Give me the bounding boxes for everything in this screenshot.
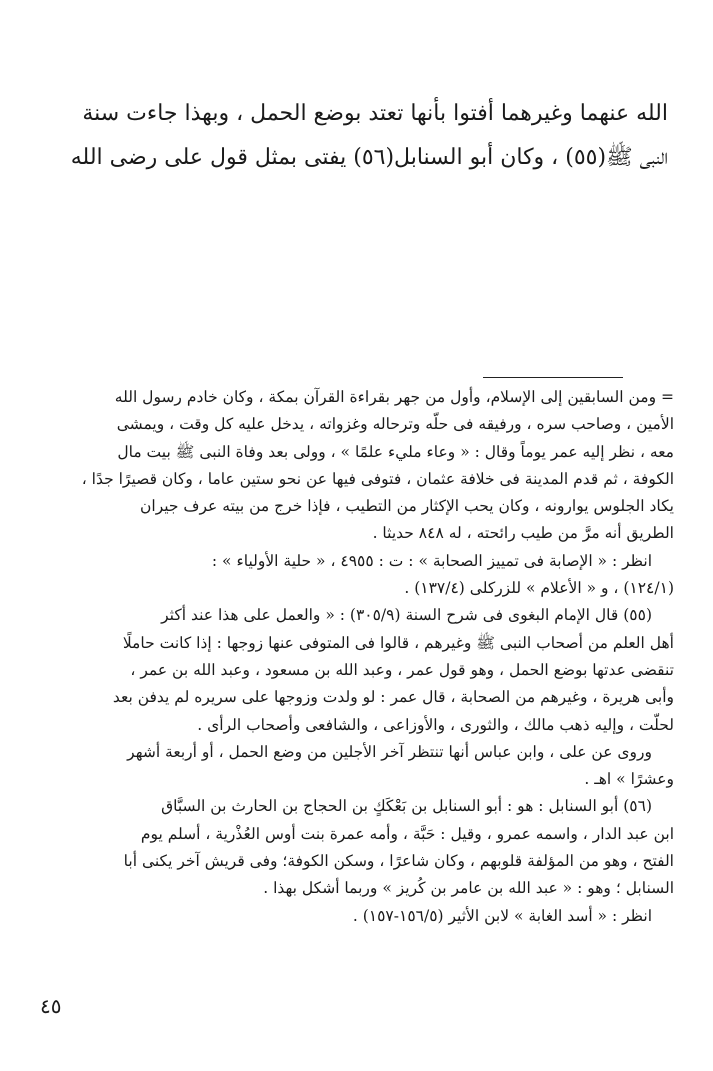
footnote-line: أهل العلم من أصحاب النبى ﷺ وغيرهم ، قالوا فى المتوفى عنها زوجها : إذا كانت حاملًا <box>122 633 674 652</box>
footnote-line: تنقضى عدتها بوضع الحمل ، وهو قول عمر ، وعبد الله بن مسعود ، وعبد الله بن عمر ، <box>130 660 674 679</box>
footnote-line: وروى عن على ، وابن عباس أنها تنتظر آخر الأجلين من وضع الحمل ، أو أربعة أشهر <box>127 742 652 761</box>
footnote-line: انظر : « الإصابة فى تمييز الصحابة » : ت : ٤٩٥٥ ، « حلية الأولياء » : <box>211 551 652 570</box>
footnote-line: وأبى هريرة ، وغيرهم من الصحابة ، قال عمر : لو ولدت وزوجها على سريره لم يدفن بعد <box>112 688 674 707</box>
footnote-line: انظر : « أسد الغابة » لابن الأثير (١٥٦/٥-١٥٧) . <box>352 906 652 925</box>
footnote-line: = ومن السابقين إلى الإسلام، وأول من جهر بقراءة القرآن بمكة ، وكان خادم رسول الله <box>114 388 674 406</box>
main-text <box>40 92 668 180</box>
footnote-line: يكاد الجلوس يوارونه ، وكان يحب الإكثار من التطيب ، فإذا خرج من بيته عرف جيران <box>140 497 674 516</box>
page-number: ٤٥ <box>40 994 62 1018</box>
main-text-line: الله عنهما وغيرهما أفتوا بأنها تعتد بوضع الحمل ، وبهذا جاءت سنة <box>82 101 668 126</box>
footnote-line: ابن عبد الدار ، واسمه عمرو ، وقيل : حَبَّة ، وأمه عمرة بنت أوس العُذْرية ، أسلم يوم <box>140 824 674 843</box>
footnote-line: وعشرًا » اهـ . <box>584 770 674 789</box>
footnote-line: الطريق أنه مرَّ من طيب رائحته ، له ٨٤٨ حديثا . <box>372 524 674 543</box>
footnotes <box>38 384 674 930</box>
footnote-line: الأمين ، وصاحب سره ، ورفيقه فى حلّه وترحاله وغزواته ، يدخل عليه كل وقت ، ويمشى <box>116 415 674 434</box>
footnote-line: معه ، نظر إليه عمر يوماً وقال : « وعاء مليء علمًا » ، وولى بعد وفاة النبى ﷺ بيت مال <box>117 442 674 461</box>
footnote-line: الكوفة ، ثم قدم المدينة فى خلافة عثمان ، فتوفى فيها عن نحو ستين عاما ، وكان قصيرًا جدًا ، <box>81 469 674 488</box>
footnote-line: (٥٦) أبو السنابل : هو : أبو السنابل بن بَعْكَكٍ بن الحجاج بن الحارث بن السبَّاق <box>161 797 652 816</box>
footnote-line: الفتح ، وهو من المؤلفة قلوبهم ، وكان شاعرًا ، وسكن الكوفة؛ وفى قريش آخر يكنى أبا <box>123 852 674 871</box>
footnote-line: (١٢٤/١) ، و « الأعلام » للزركلى (١٣٧/٤) . <box>404 579 674 598</box>
footnote-line: السنابل ؛ وهو : « عبد الله بن عامر بن كُريز » وربما أشكل بهذا . <box>263 879 674 898</box>
footnote-line: لحلّت ، وإليه ذهب مالك ، والثورى ، والأوزاعى ، والشافعى وأصحاب الرأى . <box>197 715 674 734</box>
footnote-line: (٥٥) قال الإمام البغوى فى شرح السنة (٣٠٥/٩) : « والعمل على هذا عند أكثر <box>161 606 652 625</box>
footnote-separator <box>483 377 623 378</box>
main-text-line: النبى ﷺ(٥٥) ، وكان أبو السنابل(٥٦) يفتى بمثل قول على رضى الله <box>70 145 668 170</box>
